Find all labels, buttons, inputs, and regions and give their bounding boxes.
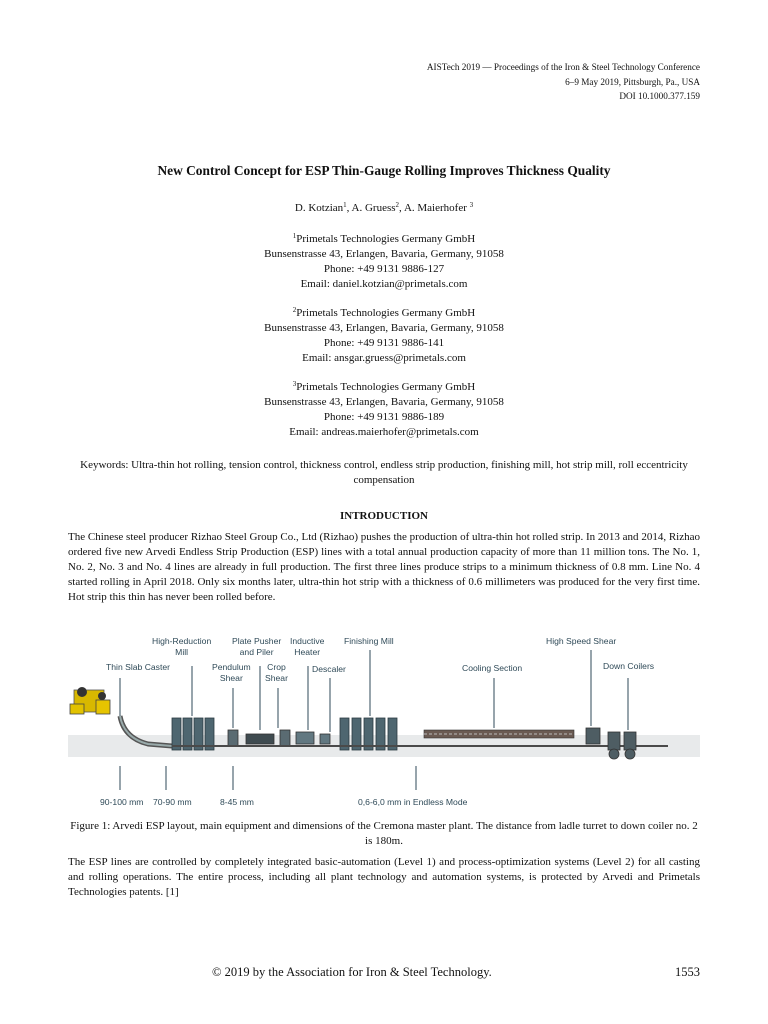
affiliation-3	[0, 380, 768, 440]
label-down-coilers: Down Coilers	[603, 661, 655, 671]
affiliation-email: Email: andreas.maierhofer@primetals.com	[289, 426, 479, 438]
affiliation-org: Primetals Technologies Germany GmbH	[296, 381, 476, 393]
dimension-transfer-bar: 8-45 mm	[220, 797, 254, 807]
affiliation-sup: 3	[292, 380, 297, 388]
dimension-strip: 0,6-6,0 mm in Endless Mode	[358, 797, 468, 807]
label-descaler: Descaler	[312, 664, 346, 674]
label-plate-pusher: Plate Pusher and Piler	[232, 636, 282, 657]
intro-paragraph: The Chinese steel producer Rizhao Steel Group Co., Ltd (Rizhao) pushes the production of ultra-thin hot rolled strip. In 2013 and 2014, Rizhao ordered five new Arvedi Endless Strip Production (ESP) lines with a total annual production capacity of more than 11 million tons. The No. 1, No. 2, No. 3 and No. 4 lines are already in full production. The first three lines produce strips to a minimum thickness of 0.8 mm. Line No. 4 started rolling in April 2018. Only six months later, ultra-thin hot strip with a thickness of 0.6 millimeters was produced for the very first time. Hot strip this thin has never been rolled before.	[68, 531, 700, 603]
shear-and-piler	[228, 730, 290, 746]
header-conference: AISTech 2019 — Proceedings of the Iron & Steel Technology Conference	[426, 62, 700, 72]
label-high-speed-shear: High Speed Shear	[546, 636, 617, 646]
author-name: A. Gruess	[351, 202, 396, 214]
affiliation-address: Bunsenstrasse 43, Erlangen, Bavaria, Germany, 91058	[264, 322, 504, 334]
ladle-turret-icon	[70, 687, 110, 714]
conference-header	[427, 60, 700, 104]
affiliation-email: Email: ansgar.gruess@primetals.com	[302, 352, 466, 364]
affiliation-org: Primetals Technologies Germany GmbH	[296, 307, 476, 319]
label-high-reduction-mill: High-Reduction Mill	[152, 636, 212, 657]
body-paragraph: The ESP lines are controlled by completely integrated basic-automation (Level 1) and process-optimization systems (Level 2) for all casting and rolling operations. The entire process, including all plant technology and automation systems, is protected by Arvedi and Primetals Technologies patents. [1]	[68, 856, 700, 898]
affiliation-address: Bunsenstrasse 43, Erlangen, Bavaria, Germany, 91058	[264, 396, 504, 408]
heater-descaler	[296, 732, 330, 744]
affiliation-sup: 2	[292, 306, 297, 314]
paper-title: New Control Concept for ESP Thin-Gauge Rolling Improves Thickness Quality	[157, 163, 611, 178]
affiliation-org: Primetals Technologies Germany GmbH	[296, 233, 476, 245]
author-sup: 1	[343, 201, 347, 209]
label-inductive-heater: Inductive Heater	[290, 636, 325, 657]
figure-caption: Figure 1: Arvedi ESP layout, main equipment and dimensions of the Cremona master plant. The distance from ladle turret to down coiler no. 2 is 180m.	[70, 820, 698, 847]
affiliation-phone: Phone: +49 9131 9886-141	[323, 337, 445, 349]
affiliation-phone: Phone: +49 9131 9886-127	[323, 263, 445, 275]
affiliation-1	[0, 232, 768, 292]
author-list: D. Kotzian$^1$, A. Gruess$^2$, A. Maierhofer $^3$	[294, 201, 474, 214]
label-thin-slab-caster: Thin Slab Caster	[106, 662, 171, 672]
author-sup: 2	[395, 201, 400, 209]
affiliation-phone: Phone: +49 9131 9886-189	[323, 411, 445, 423]
author-sup: 3	[469, 201, 474, 209]
label-pendulum-shear: Pendulum Shear	[212, 662, 251, 683]
affiliation-sup: 1	[292, 232, 297, 240]
dimension-slab: 90-100 mm	[100, 797, 144, 807]
affiliation-address: Bunsenstrasse 43, Erlangen, Bavaria, Germany, 91058	[264, 248, 504, 260]
section-heading: INTRODUCTION	[339, 510, 428, 522]
keywords: Keywords: Ultra-thin hot rolling, tension control, thickness control, endless strip production, finishing mill, hot strip mill, roll eccentricity compensation	[80, 459, 688, 486]
affiliation-email: Email: daniel.kotzian@primetals.com	[300, 278, 468, 290]
plant-layout-figure	[68, 630, 700, 812]
author-name: D. Kotzian	[294, 202, 344, 214]
page-number: 1553	[675, 965, 700, 979]
affiliation-2	[0, 306, 768, 366]
header-date-location: 6–9 May 2019, Pittsburgh, Pa., USA	[565, 76, 700, 87]
dimension-rolled-slab: 70-90 mm	[153, 797, 192, 807]
label-crop-shear: Crop Shear	[265, 662, 288, 683]
author-name: A. Maierhofer	[403, 202, 467, 214]
header-doi: DOI 10.1000.377.159	[619, 91, 700, 101]
label-finishing-mill: Finishing Mill	[344, 636, 394, 646]
dimension-ticks	[120, 766, 416, 790]
copyright: © 2019 by the Association for Iron & Steel Technology.	[212, 965, 492, 979]
label-cooling-section: Cooling Section	[462, 663, 523, 673]
